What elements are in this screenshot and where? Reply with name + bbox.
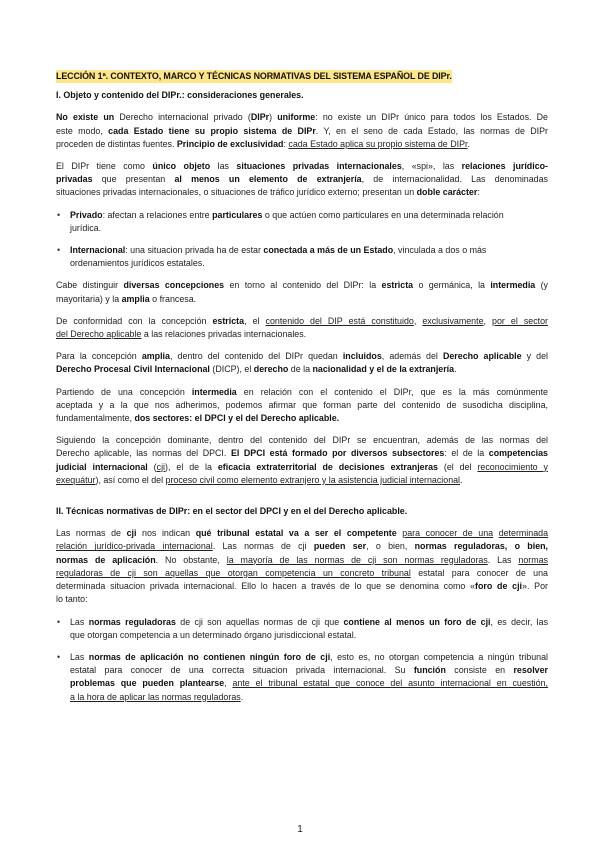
text-line	[70, 691, 548, 704]
text-run: Internacional	[70, 245, 126, 256]
text-run: . Las	[487, 554, 519, 565]
text-line	[56, 461, 548, 474]
text-run: situaciones privadas internacionales	[236, 161, 402, 172]
text-line	[70, 209, 548, 222]
text-run: ), el de la	[165, 461, 218, 472]
text-run: , además del	[381, 351, 443, 362]
list-item	[56, 651, 548, 704]
text-run: Las	[70, 651, 89, 662]
text-run: Privado	[70, 209, 103, 220]
text-run: cada Estado aplica su propio sistema de DIPr	[288, 138, 468, 149]
text-run: normas de aplicación	[56, 554, 156, 565]
text-run: amplia	[141, 351, 170, 362]
text-run: para conocer de una	[402, 528, 494, 539]
text-run: conectada a más de un Estado	[263, 245, 394, 256]
text-run: Derecho internacional privado (	[114, 112, 251, 123]
text-run: intermedia	[191, 386, 237, 397]
text-line: Siguiendo la concepción dominante, dentro del contenido del DIPr se encuentran, además de las normas del	[56, 435, 548, 446]
text-run: Las	[70, 616, 89, 627]
bullet-icon: •	[57, 209, 61, 220]
text-run: .	[240, 691, 244, 702]
text-run: No existe un	[56, 112, 115, 123]
text-run: fundamentalmente,	[56, 413, 135, 424]
text-run: : el de la	[444, 448, 489, 459]
text-line	[56, 447, 548, 460]
text-run: las	[210, 161, 237, 172]
text-line	[56, 386, 548, 399]
text-run: El DIPr tiene como	[56, 161, 153, 172]
paragraph-dominant	[56, 434, 548, 487]
text-run: normas reguladoras	[88, 616, 176, 627]
text-line: ordenamientos jurídicos estatales.	[70, 258, 205, 269]
text-run: (	[147, 461, 157, 472]
text-run: este modo,	[56, 125, 109, 136]
text-line	[56, 173, 548, 186]
text-line	[56, 186, 548, 199]
paragraph-object	[56, 160, 548, 200]
text-run: de la	[288, 364, 313, 375]
text-run: de cji son aquellas normas de cji que	[175, 616, 344, 627]
list-item	[56, 244, 548, 270]
text-run: privadas	[56, 174, 93, 185]
text-run: o francesa.	[149, 293, 197, 304]
text-run: .	[454, 364, 457, 375]
text-line	[70, 677, 548, 690]
text-run: normas reguladoras, o bien,	[414, 541, 549, 552]
text-run: normas	[518, 554, 548, 565]
lesson-title-line	[56, 70, 548, 83]
text-run: ». Por	[522, 581, 548, 592]
text-run: reguladoras de cji son aquellas que otorgan competencia un concreto tribunal	[56, 567, 411, 578]
text-run: ,	[483, 315, 493, 326]
text-line: aceptada y a la que nos adherimos, podemos afirmar que forman parte del contenido de susodicha disciplina,	[56, 399, 548, 410]
text-run: cji	[156, 461, 166, 472]
text-run: eficacia extraterritorial de decisiones extranjeras	[217, 461, 438, 472]
page-number: 1	[297, 824, 303, 835]
text-run: judicial internacional	[56, 461, 148, 472]
text-run: .	[467, 138, 470, 149]
text-run: (el del	[437, 461, 478, 472]
text-run: .	[460, 474, 463, 485]
paragraph-strict	[56, 315, 548, 341]
text-line	[70, 651, 548, 664]
text-line: jurídica.	[70, 222, 102, 233]
text-run: Las normas de	[56, 528, 127, 539]
text-run: , esto es, no otorgan competencia a ningún tribunal	[330, 651, 548, 662]
text-run: problemas que pueden plantearse	[70, 678, 225, 689]
text-run: nacionalidad y el de la extranjería	[312, 364, 455, 375]
text-run: único objeto	[152, 161, 211, 172]
text-run: función	[413, 665, 446, 676]
text-run: :	[283, 138, 289, 149]
bullet-icon: •	[57, 245, 61, 256]
text-run: diversas concepciones	[123, 280, 225, 291]
text-run: foro de cji	[475, 581, 523, 592]
bullet-icon: •	[57, 651, 61, 662]
text-run: doble carácter	[416, 187, 478, 198]
text-run: , dentro del contenido del DIPr quedan	[169, 351, 343, 362]
text-run: particulares	[212, 209, 263, 220]
text-line	[70, 616, 548, 629]
text-run: (DICP), el	[209, 364, 254, 375]
text-run: por el sector	[492, 315, 549, 326]
text-run: competencias	[488, 448, 548, 459]
text-run: incluidos	[342, 351, 382, 362]
text-run: o que actúen como particulares en una determinada relación	[262, 209, 504, 220]
text-line	[56, 474, 548, 487]
text-run: , «spi», las	[401, 161, 462, 172]
text-run: a las relaciones privadas internacionales.	[141, 329, 307, 340]
section-1-heading: I. Objeto y contenido del DIPr.: consideraciones generales.	[56, 90, 304, 101]
text-run: Derecho aplicable, las normas del DPCI.	[56, 448, 231, 459]
text-run: relaciones jurídico-	[461, 161, 549, 172]
section-2-heading: II. Técnicas normativas de DIPr: en el sector del DPCI y en el del Derecho aplicable.	[56, 506, 408, 517]
text-run: : afectan a relaciones entre	[102, 209, 213, 220]
text-run: intermedia	[490, 280, 536, 291]
text-run: , o bien,	[366, 541, 415, 552]
text-run: dos sectores: el DPCI y el del Derecho aplicable.	[134, 413, 340, 424]
text-run: , vinculada a dos o más	[393, 245, 487, 256]
text-run: . No obstante,	[155, 554, 227, 565]
paragraph-cji	[56, 527, 548, 606]
text-line: lo tanto:	[56, 594, 88, 605]
text-run: contiene al menos un foro de cji	[343, 616, 491, 627]
text-run: determinada	[498, 528, 549, 539]
text-run: del Derecho aplicable	[56, 329, 142, 340]
text-run: Derecho Procesal Civil Internacional	[56, 364, 210, 375]
text-run: De conformidad con la concepción	[56, 315, 213, 326]
text-line	[70, 244, 548, 257]
text-run: , de internacionalidad. Las denominadas	[361, 174, 548, 185]
text-line	[56, 328, 548, 341]
text-run: al menos un elemento de extranjería	[174, 174, 362, 185]
text-run: ), así como el del	[95, 474, 166, 485]
text-run: y del	[521, 351, 549, 362]
text-line	[56, 567, 548, 580]
text-run: )	[269, 112, 278, 123]
paragraph-conceptions	[56, 279, 548, 305]
text-run: : no existe un DIPr único para todos los Estados. De	[315, 112, 548, 123]
text-line	[56, 580, 548, 593]
text-run: proceso civil como elemento extranjero y la asistencia judicial internacional	[165, 474, 461, 485]
text-run: a la hora de aplicar las normas reguladoras	[70, 691, 241, 702]
text-run: proceden de distintas fuentes.	[56, 138, 177, 149]
text-run: normas de aplicación no contienen ningún foro de cji	[88, 651, 331, 662]
text-line	[56, 315, 548, 328]
text-run: ,	[224, 678, 233, 689]
text-run: (y	[535, 280, 548, 291]
text-run: en torno al contenido del DIPr: la	[224, 280, 382, 291]
text-run: amplia	[121, 293, 150, 304]
paragraph-uniformity	[56, 111, 548, 151]
text-line	[56, 111, 548, 124]
bullet-icon: •	[57, 616, 61, 627]
list-item	[56, 616, 548, 642]
text-run: derecho	[253, 364, 289, 375]
text-line	[56, 293, 548, 306]
text-run: . Las normas de cji	[212, 541, 314, 552]
text-run: ,	[413, 315, 423, 326]
text-run: mayoritaria) y la	[56, 293, 122, 304]
text-run: : una situacion privada ha de estar	[125, 245, 264, 256]
text-run: uniforme	[277, 112, 316, 123]
text-run: estatal para conocer de una	[410, 567, 548, 578]
text-run: exequátur	[56, 474, 96, 485]
text-run: Principio de exclusividad	[176, 138, 284, 149]
text-run: Derecho aplicable	[442, 351, 522, 362]
text-line	[56, 138, 548, 151]
text-run: . Y, en el seno de cada Estado, las normas de DIPr	[315, 125, 549, 136]
text-line	[70, 664, 548, 677]
text-line	[56, 412, 548, 425]
text-run: relación jurídico-privada internacional	[56, 541, 213, 552]
text-run: situaciones privadas internacionales, o situaciones de tráfico jurídico externo; presentan un	[56, 187, 417, 198]
text-run: estricta	[212, 315, 245, 326]
text-run: nos indican	[136, 528, 196, 539]
text-run: exclusivamente	[422, 315, 484, 326]
text-run: Cabe distinguir	[56, 280, 124, 291]
text-run: cji	[126, 528, 137, 539]
text-run: reconocimiento y	[477, 461, 548, 472]
text-run: DIPr	[250, 112, 270, 123]
text-line	[56, 554, 548, 567]
text-line	[56, 350, 548, 363]
paragraph-intermediate	[56, 386, 548, 426]
text-line	[56, 527, 548, 540]
text-run: , es decir, las	[490, 616, 549, 627]
text-run: estricta	[381, 280, 414, 291]
text-run: pueden ser	[313, 541, 367, 552]
text-line	[56, 540, 548, 553]
text-line	[56, 363, 548, 376]
text-run: o germánica, la	[413, 280, 491, 291]
text-run: El DPCI está formado por diversos subsectores	[230, 448, 445, 459]
text-run: :	[477, 187, 480, 198]
text-line	[56, 125, 548, 138]
paragraph-broad	[56, 350, 548, 376]
text-run: , el	[244, 315, 266, 326]
text-run: Para la concepción	[56, 351, 142, 362]
page-content	[56, 70, 548, 704]
text-run: qué tribunal estatal va a ser el competente	[195, 528, 397, 539]
text-run: la mayoría de las normas de cji son normas reguladoras	[226, 554, 488, 565]
text-run: contenido del DIP está constituido	[265, 315, 414, 326]
text-line	[56, 279, 548, 292]
list-item	[56, 209, 548, 235]
text-run: consiste en	[445, 665, 514, 676]
text-run: resolver	[513, 665, 548, 676]
text-line	[56, 160, 548, 173]
lesson-title: LECCIÓN 1ª. CONTEXTO, MARCO Y TÉCNICAS NORMATIVAS DEL SISTEMA ESPAÑOL DE DIPr.	[56, 71, 452, 81]
text-run: en relación con el contenido el DIPr, que es la más comúnmente	[236, 386, 548, 397]
text-run: ante el tribunal estatal que conoce del asunto internacional en cuestión,	[232, 678, 548, 689]
text-run: que presentan	[92, 174, 175, 185]
text-run: Partiendo de una concepción	[56, 386, 192, 397]
text-run: determinada situacion privada internacional. Ello lo hacen a través de lo que se denomina como «	[56, 581, 476, 592]
text-line: que otorgan competencia a un determinado órgano jurisdiccional estatal.	[70, 629, 357, 640]
text-run: cada Estado tiene su propio sistema de DIPr	[108, 125, 316, 136]
text-run: estatal para conocer de una correcta situacion privada internacional. Su	[70, 665, 414, 676]
